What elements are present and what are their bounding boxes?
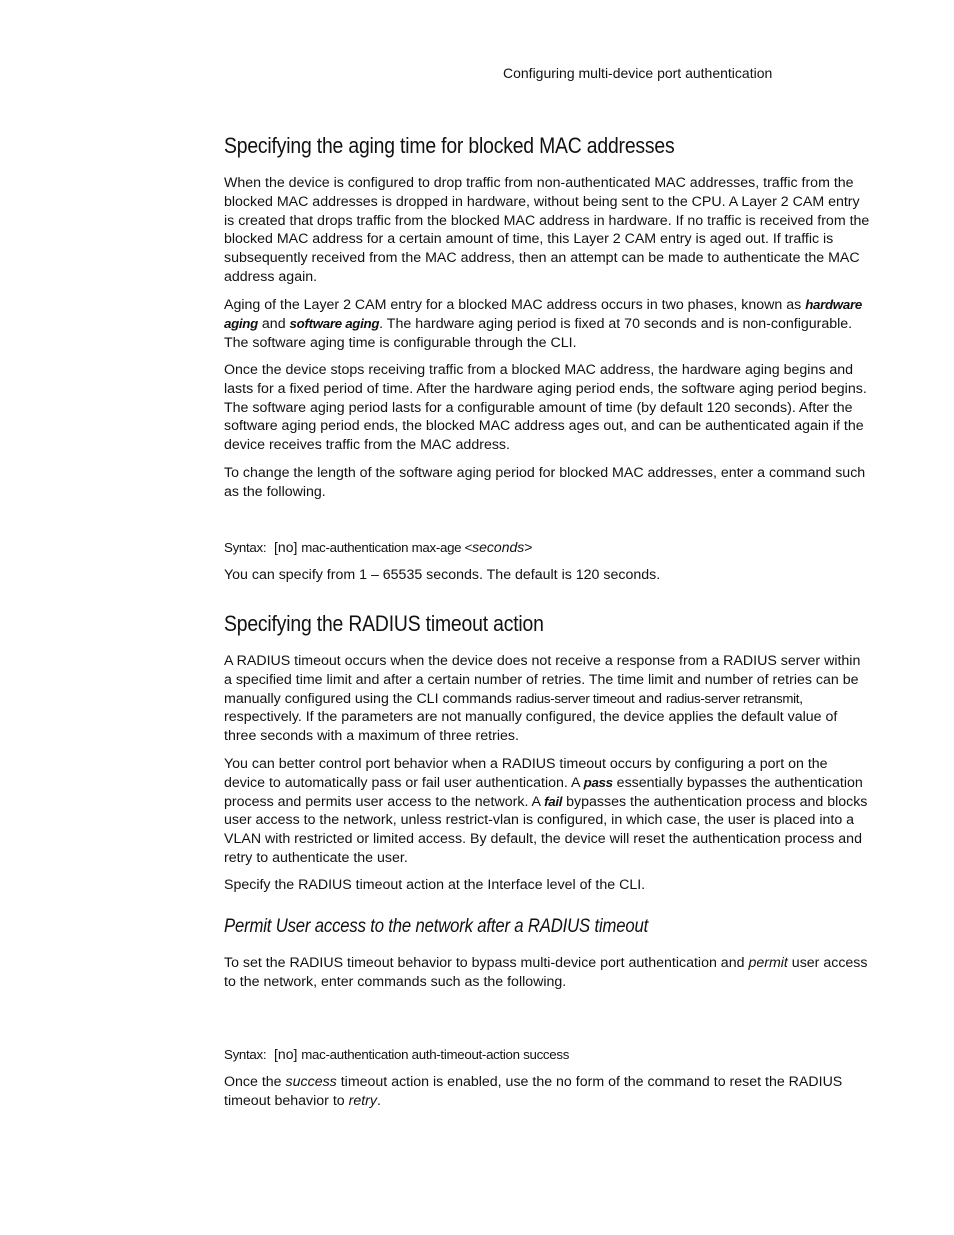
paragraph-interface-level: Specify the RADIUS timeout action at the Interface level of the CLI. [224, 877, 646, 893]
syntax-label: Syntax: [224, 1047, 267, 1062]
cmd-radius-server-retransmit: radius-server retransmit [665, 690, 800, 706]
paragraph-blocked-mac-drop: When the device is configured to drop traffic from non-authenticated MAC addresses, traffic from the blocked MAC addresses is dropped in hardware, without being sent to the CPU. A Layer 2 CAM entry is created that drops traffic from the blocked MAC address in hardware. If no traffic is received from the blocked MAC address for a certain amount of time, this Layer 2 CAM entry is aged out. If traffic is subsequently received from the MAC address, then an attempt can be made to authenticate the MAC address again. [224, 175, 870, 285]
term-software-aging: software aging [289, 315, 380, 331]
syntax-max-age: Syntax: [no] mac-authentication max-age <seconds> [224, 539, 533, 555]
term-pass: pass [583, 774, 613, 790]
section-heading-aging-time: Specifying the aging time for blocked MAC addresses [224, 133, 675, 158]
syntax-auth-timeout-action: Syntax: [no] mac-authentication auth-timeout-action success [224, 1046, 570, 1062]
paragraph-change-aging: To change the length of the software aging period for blocked MAC addresses, enter a command such as the following. [224, 465, 866, 500]
paragraph-permit-access: To set the RADIUS timeout behavior to bypass multi-device port authentication and permit user access to the network, enter commands such as the following. [224, 955, 868, 990]
cmd-radius-server-timeout: radius-server timeout [515, 690, 635, 706]
term-fail: fail [544, 793, 563, 809]
term-hardware-aging: hardware aging [224, 297, 862, 331]
paragraph-aging-phases: Aging of the Layer 2 CAM entry for a blocked MAC address occurs in two phases, known as hardware aging and software aging. The hardware aging period is fixed at 70 seconds and is non-configurable. The software aging time is configurable through the CLI. [224, 297, 862, 351]
paragraph-seconds-range: You can specify from 1 – 65535 seconds. The default is 120 seconds. [224, 567, 661, 583]
paragraph-aging-sequence: Once the device stops receiving traffic from a blocked MAC address, the hardware aging begins and lasts for a fixed period of time. After the hardware aging period ends, the software aging period begins. The software aging period lasts for a configurable amount of time (by default 120 seconds). After the software aging period ends, the blocked MAC address ages out, and can be authenticated again if the device receives traffic from the MAC address. [224, 362, 867, 454]
paragraph-success-action: Once the success timeout action is enabled, use the no form of the command to reset the RADIUS timeout behavior to retry. [224, 1074, 843, 1109]
paragraph-radius-timeout: A RADIUS timeout occurs when the device does not receive a response from a RADIUS server within a specified time limit and after a certain number of retries. The time limit and number of retries can be manually configured using the CLI commands radius-server timeout and radius-server retransmit, respectively. If the parameters are not manually configured, the device applies the default value of three seconds with a maximum of three retries. [224, 653, 861, 745]
syntax-label: Syntax: [224, 540, 267, 555]
running-header: Configuring multi-device port authentication [503, 65, 773, 81]
section-heading-radius-timeout: Specifying the RADIUS timeout action [224, 611, 544, 636]
paragraph-pass-fail: You can better control port behavior when a RADIUS timeout occurs by configuring a port on the device to automatically pass or fail user authentication. A pass essentially bypasses the authentication process and permits user access to the network. A fail bypasses the authentication process and blocks user access to the network, unless restrict-vlan is configured, in which case, the user is placed into a VLAN with restricted or limited access. By default, the device will reset the authentication process and retry to authenticate the user. [224, 756, 868, 866]
subsection-heading-permit-access: Permit User access to the network after a RADIUS timeout [224, 916, 649, 937]
